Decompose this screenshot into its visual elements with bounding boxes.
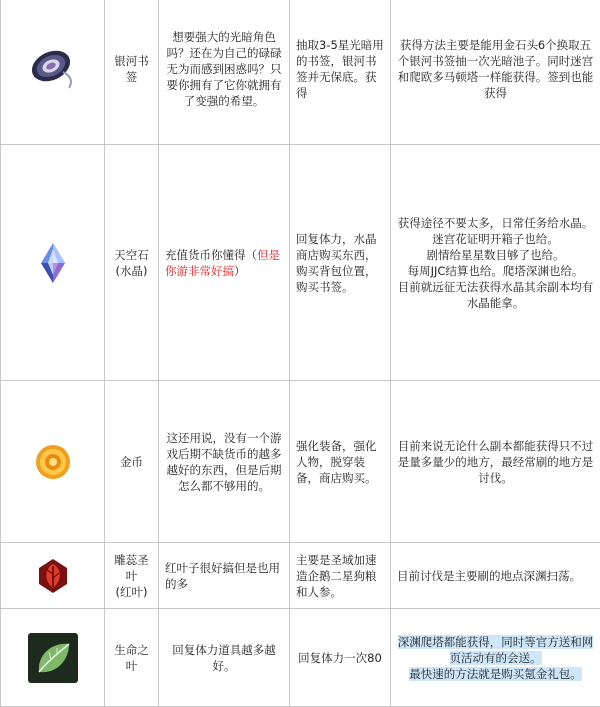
desc-end: ） [234,263,246,278]
leaf-of-life-icon [27,632,79,684]
item-usage: 回复体力，水晶商店购买东西，购买背包位置，购买书签。 [290,145,391,381]
item-usage: 强化装备，强化人物，脱穿装备，商店购买。 [290,381,391,543]
obtain-line: 每周JJC结算也给。爬塔深渊也给。 [407,263,584,278]
item-name: 生命之叶 [105,609,159,707]
item-name-line2: (红叶) [115,584,148,599]
sky-stone-crystal-icon [38,241,68,285]
item-description: 想要强大的光暗角色吗？还在为自己的碌碌无为而感到困惑吗？只要你拥有了它你就拥有了变强的希望。 [159,0,290,145]
item-icon-cell [1,543,105,609]
obtain-line: 目前就远征无法获得水晶其余副本均有水晶能拿。 [397,279,594,310]
table-row [1,609,600,707]
item-name-line1: 天空石 [114,247,149,262]
item-name [105,543,159,609]
item-obtain: 目前来说无论什么副本都能获得只不过是量多量少的地方，最经常刷的地方是讨伐。 [391,381,600,543]
table-row [1,543,600,609]
desc-plain: 充值货币你懂得（ [165,247,257,262]
item-usage: 主要是圣域加速造企鹅二星狗粮和人参。 [290,543,391,609]
table-row [1,0,600,145]
item-obtain [391,145,600,381]
item-icon-cell [1,381,105,543]
item-description [159,145,290,381]
obtain-line: 迷宫花证明开箱子也给。 [432,231,559,246]
item-name [105,145,159,381]
item-name-line1: 雕蕊圣叶 [114,552,149,583]
item-usage: 抽取3-5星光暗用的书签，银河书签并无保底。获得 [290,0,391,145]
item-obtain: 目前讨伐是主要刷的地点深渊扫荡。 [391,543,600,609]
obtain-highlight-1: 深渊爬塔都能获得，同时等官方送和网页活动有的会送。 [397,634,594,665]
item-obtain [391,609,600,707]
table-row [1,145,600,381]
item-description: 这还用说，没有一个游戏后期不缺货币的越多越好的东西，但是后期怎么都不够用的。 [159,381,290,543]
item-name: 银河书签 [105,0,159,145]
obtain-highlight-2: 最快速的方法就是购买氪金礼包。 [409,666,582,681]
red-leaf-icon [33,556,73,596]
item-description: 红叶子很好搞但是也用的多 [159,543,290,609]
item-description: 回复体力道具越多越好。 [159,609,290,707]
table-row [1,381,600,543]
gold-coin-icon [33,442,73,482]
item-name-line2: (水晶) [115,263,148,278]
item-icon-cell [1,145,105,381]
obtain-line: 获得途径不要太多，日常任务给水晶。 [397,215,594,230]
item-obtain: 获得方法主要是能用金石头6个换取五个银河书签抽一次光暗池子。同时迷宫和爬欧多马顿塔一样能获得。签到也能获得 [391,0,600,145]
item-usage: 回复体力一次80 [290,609,391,707]
obtain-line: 剧情给星星数目够了也给。 [426,247,565,262]
item-icon-cell [1,0,105,145]
item-icon-cell [1,609,105,707]
silver-river-bookmark-icon [25,44,81,94]
item-name: 金币 [105,381,159,543]
desc-red-note: 但是你游非常好搞 [165,247,280,278]
